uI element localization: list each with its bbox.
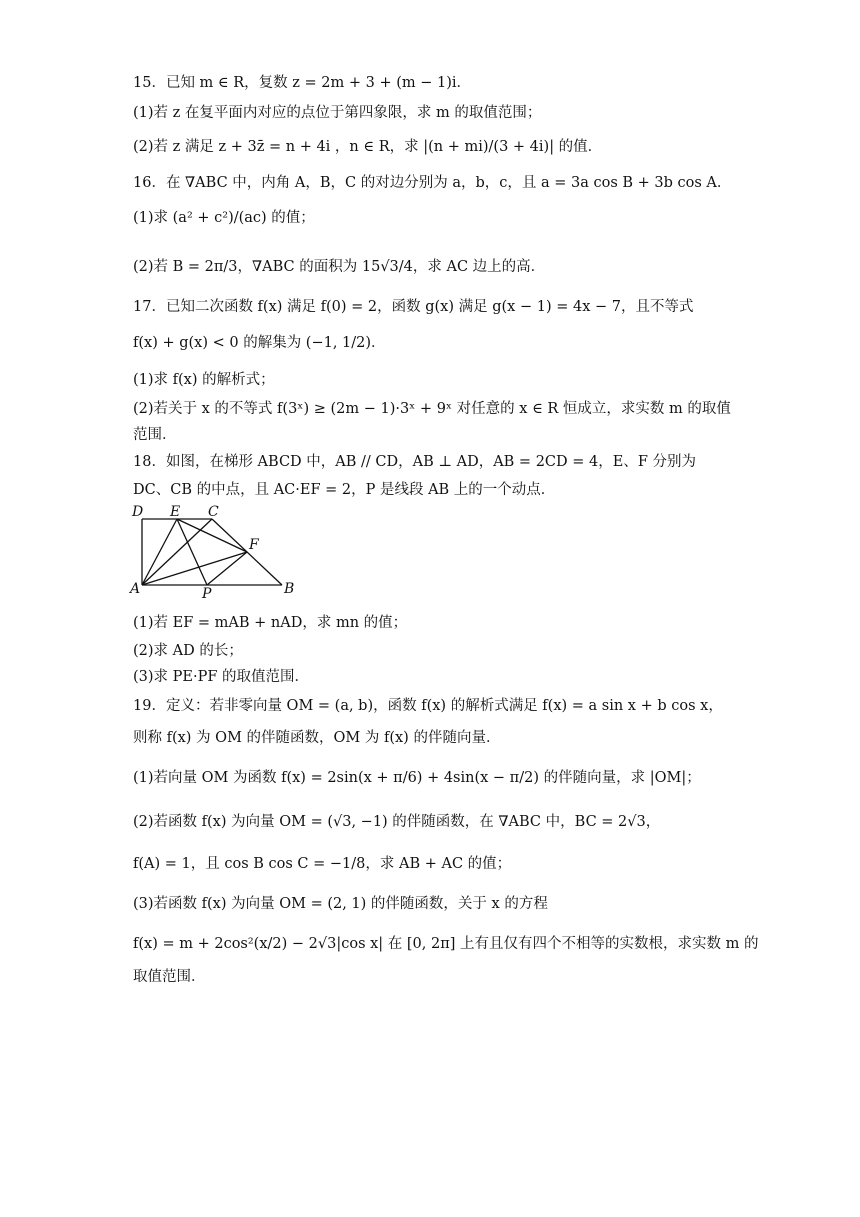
label-a: A [130, 581, 141, 597]
q16-part2: (2)若 B = 2π/3，∇ABC 的面积为 15√3/4，求 AC 边上的高． [133, 259, 546, 275]
label-b: B [284, 581, 295, 597]
q19-part2: (2)若函数 f(x) 为向量 OM = (√3, −1) 的伴随函数，在 ∇ABC 中，BC = 2√3， [133, 814, 661, 830]
q18-stem-line1: 18．如图，在梯形 ABCD 中，AB // CD，AB ⊥ AD，AB = 2CD = 4，E、F 分别为 [133, 454, 696, 470]
q15-part2: (2)若 z 满足 z + 3z̄ = n + 4i ，n ∈ R，求 |(n + mi)/(3 + 4i)| 的值． [133, 139, 603, 155]
q19-part1: (1)若向量 OM 为函数 f(x) = 2sin(x + π/6) + 4sin(x − π/2) 的伴随向量，求 |OM|； [133, 770, 701, 786]
q18-stem-line2: DC、CB 的中点，且 AC·EF = 2，P 是线段 AB 上的一个动点． [133, 482, 556, 498]
label-p: P [202, 586, 212, 598]
q19-part2-cont: f(A) = 1，且 cos B cos C = −1/8，求 AB + AC 的值； [133, 856, 512, 872]
q19-stem-line1: 19．定义：若非零向量 OM = (a, b)，函数 f(x) 的解析式满足 f(x) = a sin x + b cos x， [133, 698, 723, 714]
q19-part3-cont: f(x) = m + 2cos²(x/2) − 2√3|cos x| 在 [0, 2π] 上有且仅有四个不相等的实数根，求实数 m 的 [133, 936, 759, 952]
q16-part1: (1)求 (a² + c²)/(ac) 的值； [133, 210, 315, 226]
label-d: D [132, 504, 144, 520]
q18-part3: (3)求 PE·PF 的取值范围． [133, 669, 310, 685]
q17-stem-line1: 17．已知二次函数 f(x) 满足 f(0) = 2，函数 g(x) 满足 g(x − 1) = 4x − 7，且不等式 [133, 299, 694, 315]
label-f: F [249, 537, 259, 553]
q16-stem: 16．在 ∇ABC 中，内角 A，B，C 的对边分别为 a，b，c，且 a = 3a cos B + 3b cos A． [133, 175, 732, 191]
label-c: C [208, 504, 219, 520]
label-e: E [170, 504, 181, 520]
q15-stem: 15．已知 m ∈ R，复数 z = 2m + 3 + (m − 1)i． [133, 75, 472, 91]
q18-part2: (2)求 AD 的长； [133, 643, 243, 659]
q19-part3: (3)若函数 f(x) 为向量 OM = (2, 1) 的伴随函数，关于 x 的方程 [133, 896, 548, 912]
segment-ep [177, 519, 207, 585]
q18-part1: (1)若 EF = mAB + nAD，求 mn 的值； [133, 615, 408, 631]
q17-part2: (2)若关于 x 的不等式 f(3ˣ) ≥ (2m − 1)·3ˣ + 9ˣ 对任意的 x ∈ R 恒成立，求实数 m 的取值 [133, 401, 731, 417]
q17-part1: (1)求 f(x) 的解析式； [133, 372, 275, 388]
segment-ac [142, 519, 212, 585]
q19-stem-line2: 则称 f(x) 为 OM 的伴随函数，OM 为 f(x) 的伴随向量． [133, 730, 501, 746]
q15-part1: (1)若 z 在复平面内对应的点位于第四象限，求 m 的取值范围； [133, 105, 542, 121]
q17-part2-cont: 范围． [133, 427, 177, 443]
q17-stem-line2: f(x) + g(x) < 0 的解集为 (−1, 1/2)． [133, 335, 386, 351]
trapezoid-figure [128, 503, 298, 598]
segment-ef [177, 519, 247, 552]
segment-pf [207, 552, 247, 585]
q19-part3-end: 取值范围． [133, 969, 206, 985]
